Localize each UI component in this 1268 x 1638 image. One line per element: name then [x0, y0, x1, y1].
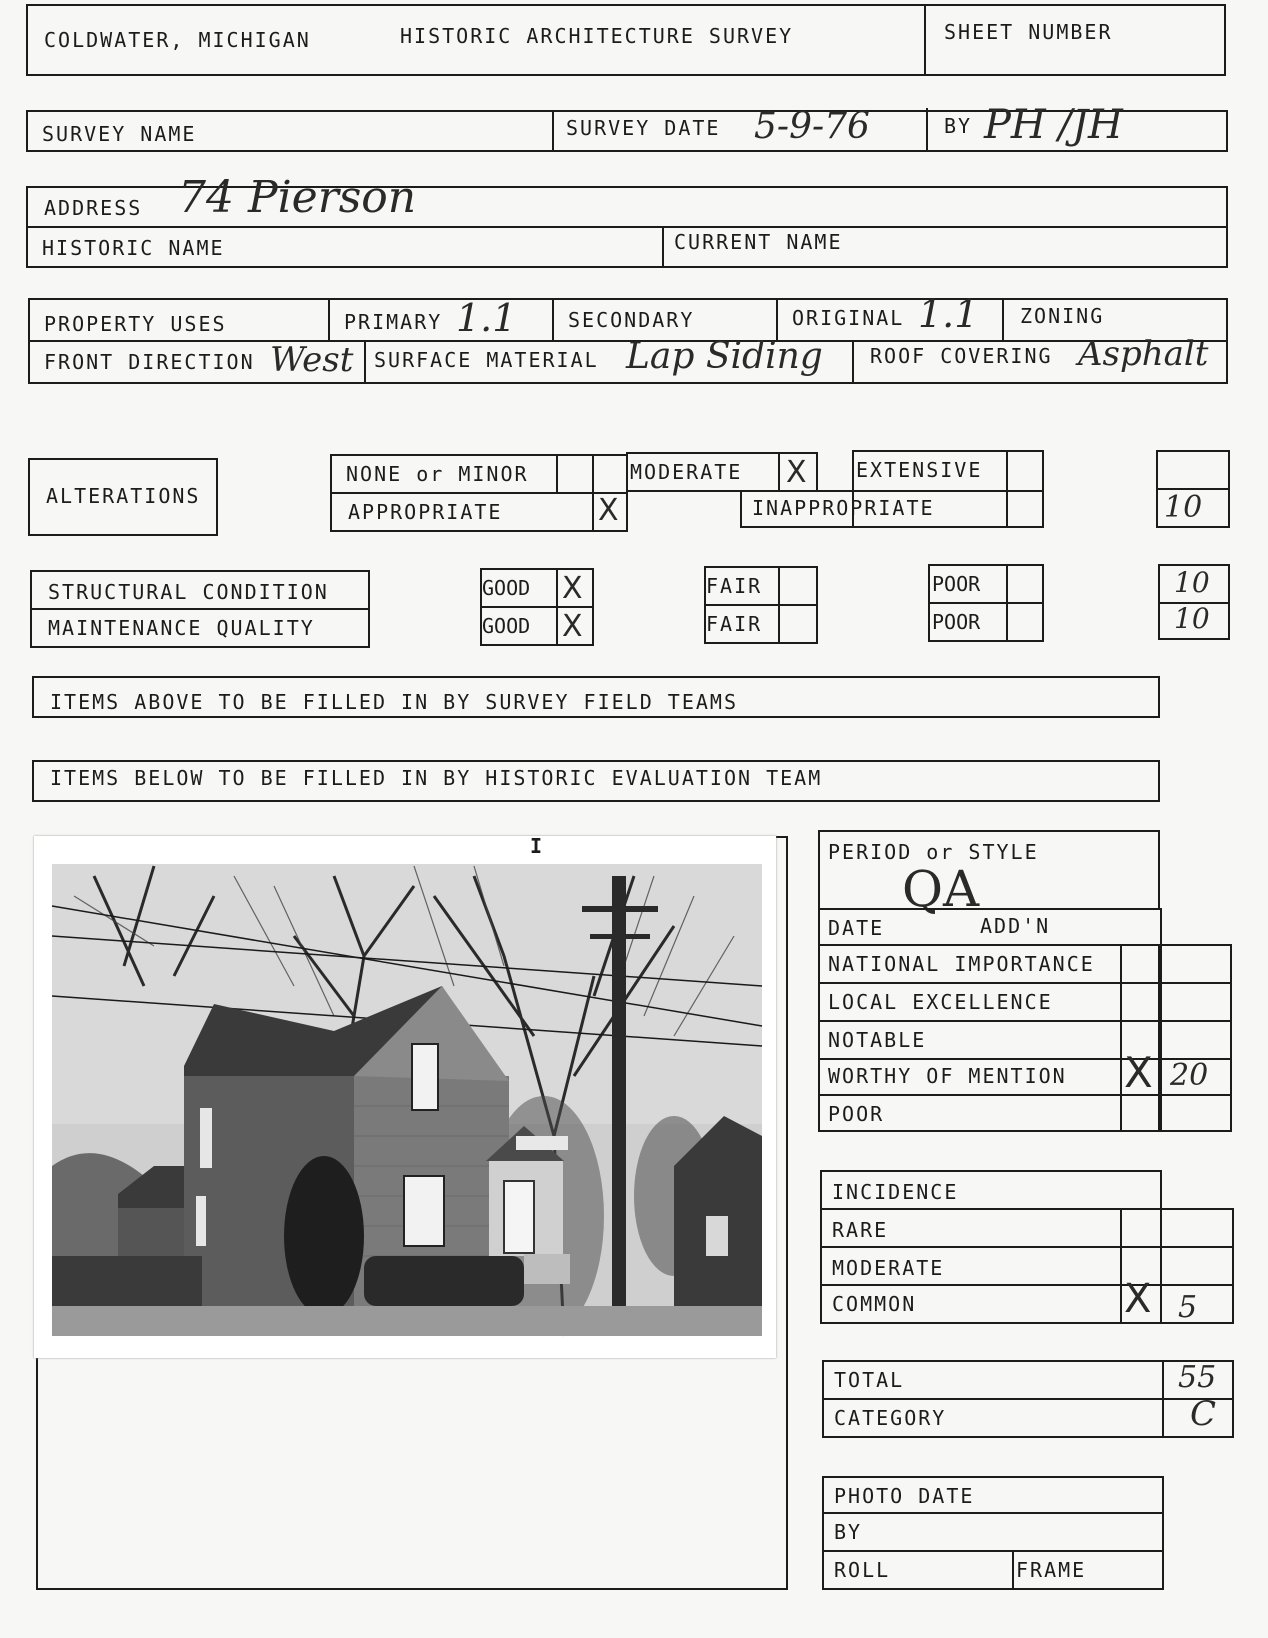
evaluation-score-divider	[1158, 944, 1160, 1130]
addn-label: ADD'N	[980, 914, 1051, 938]
current-name-label: CURRENT NAME	[674, 230, 843, 254]
fair-divider	[778, 566, 780, 642]
total-value: 55	[1178, 1360, 1217, 1395]
property-uses-label: PROPERTY USES	[44, 312, 227, 336]
structural-score: 10	[1174, 566, 1210, 599]
roof-covering-value: Asphalt	[1078, 334, 1209, 374]
extensive-divider	[1006, 450, 1008, 526]
alterations-score: 10	[1164, 490, 1203, 525]
alterations-label: ALTERATIONS	[46, 484, 201, 508]
worthy-check: X	[1124, 1048, 1153, 1097]
zoning-label: ZONING	[1020, 304, 1105, 328]
property-v5	[364, 340, 366, 382]
property-v3	[776, 298, 778, 340]
primary-label: PRIMARY	[344, 310, 443, 334]
poor-mid	[928, 602, 1042, 604]
poor-divider	[1006, 564, 1008, 640]
totals-mid	[822, 1398, 1232, 1400]
notable-label: NOTABLE	[828, 1028, 927, 1052]
good-mid	[480, 606, 592, 608]
date-label: DATE	[828, 916, 885, 940]
header-divider	[924, 4, 926, 74]
incidence-label: INCIDENCE	[832, 1180, 959, 1204]
appropriate-label: APPROPRIATE	[348, 500, 503, 524]
secondary-label: SECONDARY	[568, 308, 695, 332]
structural-good-label: GOOD	[482, 576, 531, 600]
incidence-score-divider	[1160, 1208, 1162, 1322]
roll-label: ROLL	[834, 1558, 891, 1582]
maintenance-poor-label: POOR	[932, 610, 981, 634]
evaluation-poor-label: POOR	[828, 1102, 885, 1126]
period-style-label: PERIOD or STYLE	[828, 840, 1039, 864]
evaluation-team-note: ITEMS BELOW TO BE FILLED IN BY HISTORIC EVALUATION TEAM	[50, 766, 823, 790]
evaluation-score-col	[1120, 944, 1232, 1132]
extensive-label: EXTENSIVE	[856, 458, 983, 482]
local-excellence-label: LOCAL EXCELLENCE	[828, 990, 1053, 1014]
alterations-group-1-v1	[556, 454, 558, 492]
eval-row-3	[818, 1020, 1232, 1022]
category-label: CATEGORY	[834, 1406, 947, 1430]
property-v1	[328, 298, 330, 340]
incidence-moderate-label: MODERATE	[832, 1256, 945, 1280]
address-label: ADDRESS	[44, 196, 143, 220]
worthy-of-mention-label: WORTHY OF MENTION	[828, 1064, 1067, 1088]
photo-date-label: PHOTO DATE	[834, 1484, 975, 1508]
inc-row-1	[820, 1208, 1234, 1210]
city-label: COLDWATER, MICHIGAN	[44, 28, 311, 52]
historic-name-label: HISTORIC NAME	[42, 236, 225, 260]
survey-date-label: SURVEY DATE	[566, 116, 721, 140]
house-photo	[34, 836, 776, 1358]
none-minor-label: NONE or MINOR	[346, 462, 529, 486]
photo-mark: I	[530, 834, 545, 858]
house-photo-image	[34, 836, 776, 1358]
primary-value: 1.1	[456, 296, 517, 340]
structural-fair-label: FAIR	[706, 574, 763, 598]
alterations-group-1-mid	[330, 492, 626, 494]
survey-by-value: PH /JH	[984, 102, 1123, 148]
eval-row-5	[818, 1094, 1232, 1096]
address-divider-h	[26, 226, 1226, 228]
fair-mid	[704, 604, 816, 606]
eval-row-1	[818, 944, 1232, 946]
moderate-divider	[778, 452, 780, 492]
inappropriate-left	[740, 490, 742, 526]
surface-material-value: Lap Siding	[626, 336, 823, 377]
surface-material-label: SURFACE MATERIAL	[374, 348, 599, 372]
moderate-check: X	[786, 455, 807, 490]
photo-info-divider	[1012, 1550, 1014, 1588]
period-style-value: QA	[902, 860, 980, 918]
survey-divider-1	[552, 110, 554, 150]
property-v2	[552, 298, 554, 340]
maintenance-fair-label: FAIR	[706, 612, 763, 636]
survey-date-value: 5-9-76	[754, 106, 870, 147]
front-direction-value: West	[270, 340, 354, 380]
common-label: COMMON	[832, 1292, 917, 1316]
condition-label-mid	[30, 608, 368, 610]
category-value: C	[1190, 1394, 1217, 1434]
maintenance-score: 10	[1174, 602, 1210, 635]
photo-info-row-2	[822, 1550, 1162, 1552]
maintenance-quality-label: MAINTENANCE QUALITY	[48, 616, 315, 640]
inc-row-2	[820, 1246, 1234, 1248]
photo-info-row-1	[822, 1512, 1162, 1514]
original-value: 1.1	[918, 292, 979, 336]
alterations-group-1-v2	[592, 454, 594, 530]
common-check: X	[1124, 1276, 1152, 1322]
appropriate-check: X	[598, 493, 619, 528]
survey-divider-2	[926, 108, 928, 150]
structural-poor-label: POOR	[932, 572, 981, 596]
address-divider-v	[662, 226, 664, 266]
good-divider	[556, 568, 558, 644]
field-teams-note: ITEMS ABOVE TO BE FILLED IN BY SURVEY FIELD TEAMS	[50, 690, 739, 714]
rare-label: RARE	[832, 1218, 889, 1242]
totals-divider	[1162, 1360, 1164, 1436]
inappropriate-bottom	[740, 526, 852, 528]
structural-condition-label: STRUCTURAL CONDITION	[48, 580, 329, 604]
inc-row-3	[820, 1284, 1234, 1286]
survey-by-label: BY	[944, 114, 973, 138]
moderate-label: MODERATE	[630, 460, 743, 484]
structural-good-check: X	[562, 571, 583, 606]
frame-label: FRAME	[1016, 1558, 1087, 1582]
property-v4	[1002, 298, 1004, 340]
address-value: 74 Pierson	[178, 172, 417, 223]
eval-row-2	[818, 982, 1232, 984]
front-direction-label: FRONT DIRECTION	[44, 350, 255, 374]
inappropriate-label: INAPPROPRIATE	[752, 496, 935, 520]
original-label: ORIGINAL	[792, 306, 905, 330]
worthy-score: 20	[1170, 1058, 1209, 1093]
maintenance-good-label: GOOD	[482, 614, 531, 638]
national-importance-label: NATIONAL IMPORTANCE	[828, 952, 1095, 976]
sheet-number-label: SHEET NUMBER	[944, 20, 1113, 44]
common-score: 5	[1178, 1290, 1198, 1325]
form-title: HISTORIC ARCHITECTURE SURVEY	[400, 24, 794, 48]
total-label: TOTAL	[834, 1368, 905, 1392]
photo-by-label: BY	[834, 1520, 863, 1544]
survey-name-label: SURVEY NAME	[42, 122, 197, 146]
roof-covering-label: ROOF COVERING	[870, 344, 1053, 368]
extensive-mid	[740, 490, 1042, 492]
maintenance-good-check: X	[562, 609, 583, 644]
property-v6	[852, 340, 854, 382]
